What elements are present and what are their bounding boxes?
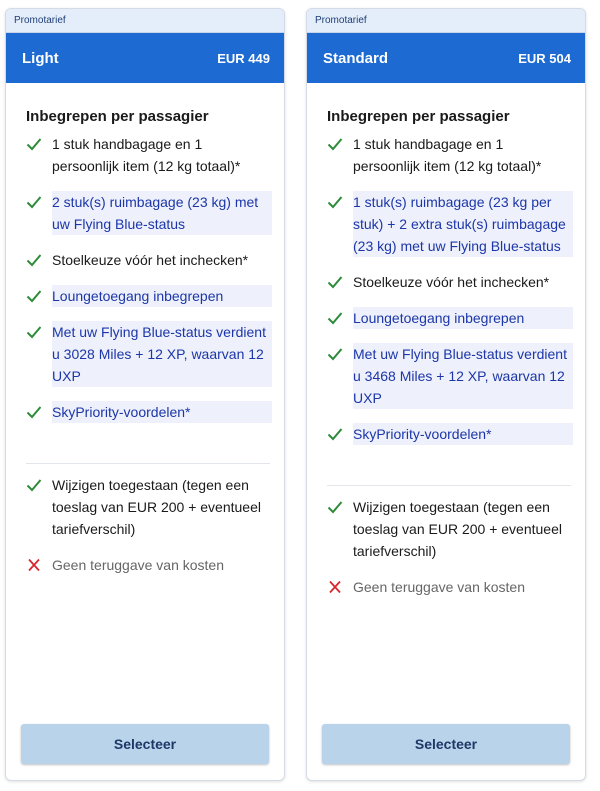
feature-text: Met uw Flying Blue-status verdient u 3028 Miles + 12 XP, waarvan 12 UXP <box>52 321 272 387</box>
fare-price: EUR 449 <box>217 50 270 66</box>
feature-text: Stoelkeuze vóór het inchecken* <box>353 274 550 290</box>
fare-name: Light <box>22 49 59 67</box>
condition-text: Wijzigen toegestaan (tegen een toeslag van EUR 200 + eventueel tariefverschil) <box>353 499 562 559</box>
feature-item <box>26 249 270 271</box>
feature-item-highlighted <box>327 343 571 409</box>
feature-item-highlighted <box>26 191 270 235</box>
feature-item <box>26 133 270 177</box>
fare-card-standard <box>306 8 586 781</box>
divider <box>327 485 571 486</box>
condition-item <box>327 576 571 598</box>
divider <box>26 463 270 464</box>
cross-icon <box>26 558 42 572</box>
feature-text: Met uw Flying Blue-status verdient u 3468 Miles + 12 XP, waarvan 12 UXP <box>353 343 573 409</box>
condition-text: Wijzigen toegestaan (tegen een toeslag van EUR 200 + eventueel tariefverschil) <box>52 477 261 537</box>
condition-item <box>26 474 270 540</box>
feature-item-highlighted <box>26 321 270 387</box>
check-icon <box>327 427 343 441</box>
check-icon <box>327 275 343 289</box>
check-icon <box>26 325 42 339</box>
feature-item-highlighted <box>26 401 270 423</box>
feature-text: 1 stuk(s) ruimbagage (23 kg per stuk) + 2 extra stuk(s) ruimbagage (23 kg) met uw Flying Blue-status <box>353 191 573 257</box>
promo-label: Promotarief <box>307 9 585 33</box>
check-icon <box>26 137 42 151</box>
section-title: Inbegrepen per passagier <box>26 108 209 125</box>
check-icon <box>26 253 42 267</box>
fare-price: EUR 504 <box>518 50 571 66</box>
feature-item <box>327 271 571 293</box>
feature-item-highlighted <box>327 191 571 257</box>
check-icon <box>327 311 343 325</box>
feature-item <box>327 133 571 177</box>
section-title: Inbegrepen per passagier <box>327 108 510 125</box>
condition-text: Geen teruggave van kosten <box>353 579 526 595</box>
check-icon <box>26 289 42 303</box>
feature-text: SkyPriority-voordelen* <box>353 423 573 445</box>
feature-item-highlighted <box>26 285 270 307</box>
cross-icon <box>327 580 343 594</box>
feature-item-highlighted <box>327 307 571 329</box>
feature-text: 2 stuk(s) ruimbagage (23 kg) met uw Flying Blue-status <box>52 191 272 235</box>
fare-content <box>307 83 585 780</box>
select-button[interactable]: Selecteer <box>322 724 570 764</box>
condition-item <box>26 554 270 576</box>
select-button[interactable]: Selecteer <box>21 724 269 764</box>
check-icon <box>327 195 343 209</box>
feature-text: SkyPriority-voordelen* <box>52 401 272 423</box>
feature-item-highlighted <box>327 423 571 445</box>
feature-text: Loungetoegang inbegrepen <box>353 307 573 329</box>
fare-header <box>6 33 284 83</box>
promo-label: Promotarief <box>6 9 284 33</box>
fare-card-light <box>5 8 285 781</box>
fare-header <box>307 33 585 83</box>
feature-text: 1 stuk handbagage en 1 persoonlijk item (12 kg totaal)* <box>353 136 542 174</box>
condition-item <box>327 496 571 562</box>
feature-text: 1 stuk handbagage en 1 persoonlijk item (12 kg totaal)* <box>52 136 241 174</box>
check-icon <box>26 405 42 419</box>
feature-text: Loungetoegang inbegrepen <box>52 285 272 307</box>
check-icon <box>26 478 42 492</box>
condition-text: Geen teruggave van kosten <box>52 557 225 573</box>
fare-content <box>6 83 284 780</box>
check-icon <box>327 500 343 514</box>
check-icon <box>327 347 343 361</box>
fare-name: Standard <box>323 49 389 67</box>
check-icon <box>26 195 42 209</box>
feature-text: Stoelkeuze vóór het inchecken* <box>52 252 249 268</box>
check-icon <box>327 137 343 151</box>
